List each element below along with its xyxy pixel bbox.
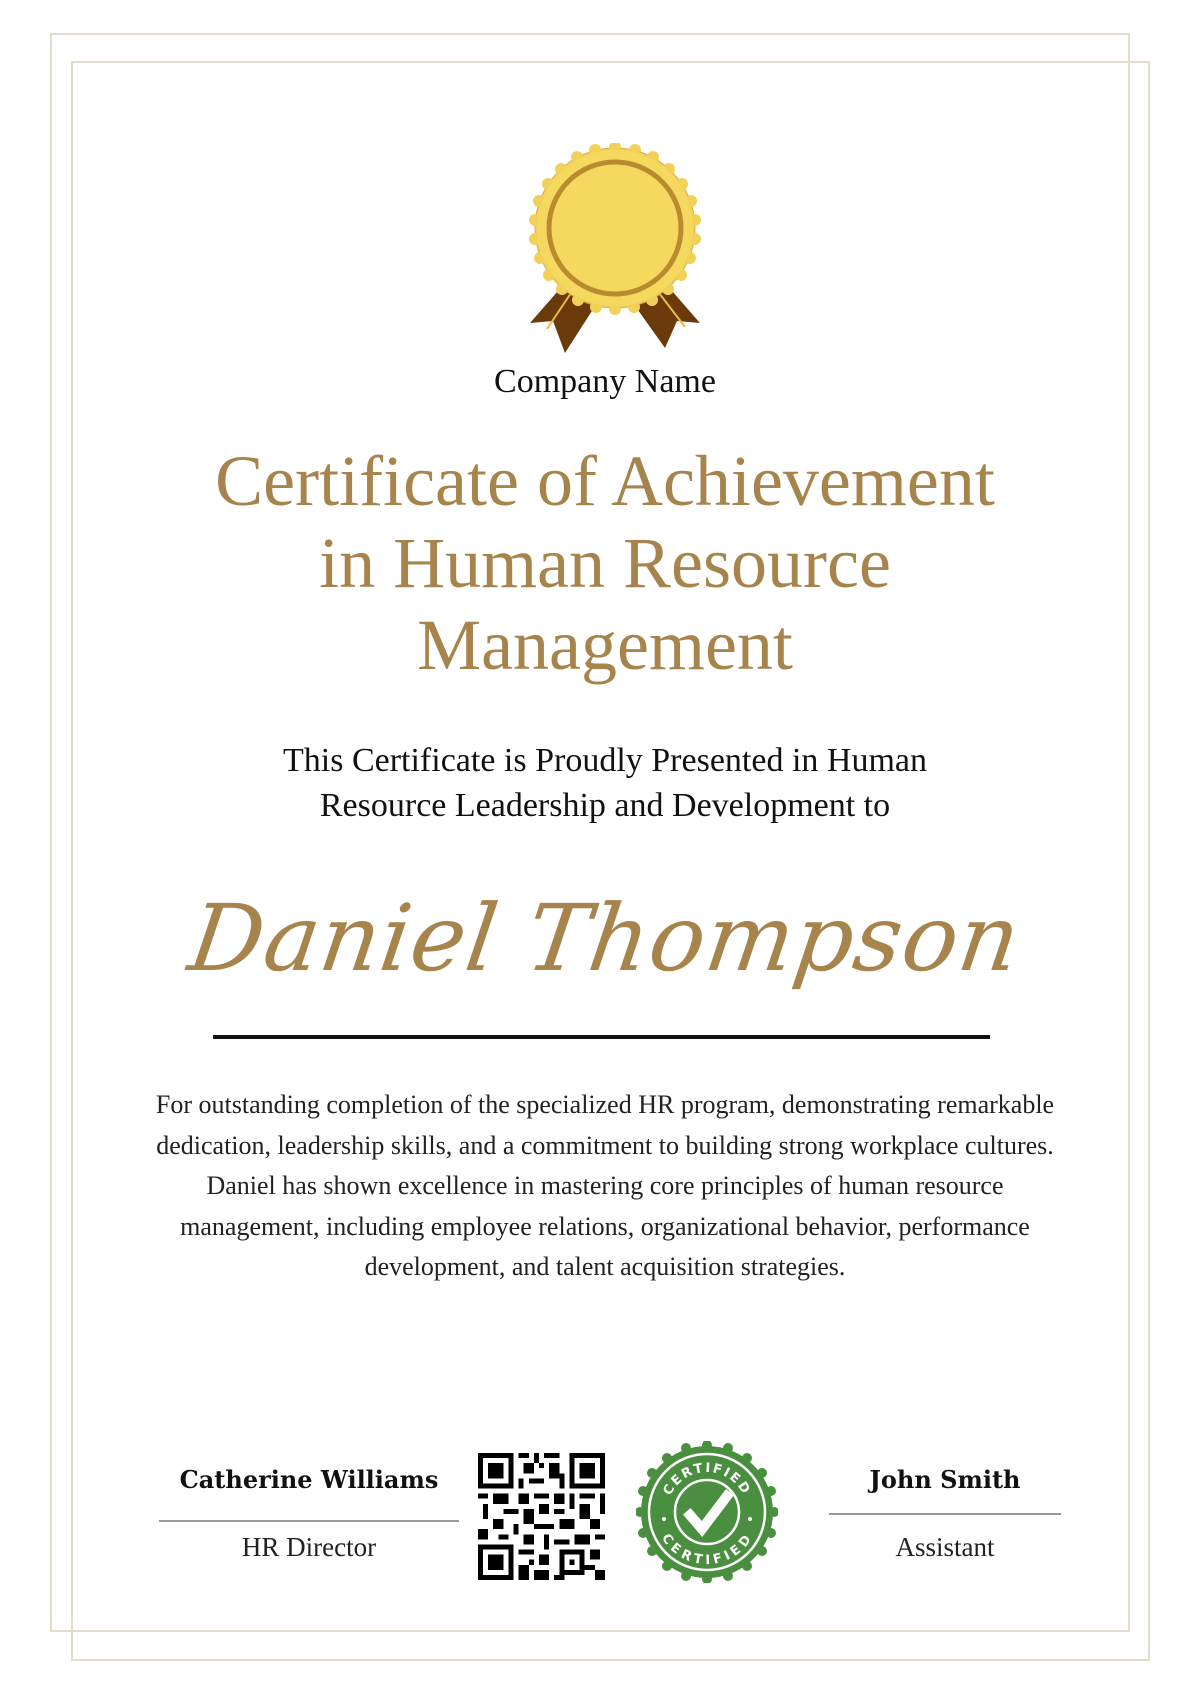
title-line-2: in Human Resource bbox=[319, 523, 891, 603]
signatory-role-right: Assistant bbox=[895, 1532, 995, 1562]
subtitle-line-1: This Certificate is Proudly Presented in Human bbox=[283, 742, 927, 779]
signature-line-right bbox=[829, 1513, 1061, 1515]
company-name: Company Name bbox=[494, 363, 716, 400]
recipient-name: Daniel Thompson bbox=[182, 885, 1028, 992]
subtitle-line-2: Resource Leadership and Development to bbox=[319, 787, 891, 824]
gold-medal-icon bbox=[525, 143, 705, 363]
title-line-1: Certificate of Achievement bbox=[215, 441, 995, 521]
achievement-description: For outstanding completion of the specialized HR program, demonstrating remarkable dedication, leadership skills, and a commitment to building strong workplace cultures. Daniel has shown excellence in mastering core principles of human resource management, including employee relations, organizational behavior, performance development, and talent acquisition strategies. bbox=[155, 1090, 1055, 1281]
signature-line-left bbox=[159, 1520, 459, 1522]
signatory-role-left: HR Director bbox=[241, 1532, 377, 1562]
signatory-name-right: John Smith bbox=[869, 1465, 1021, 1494]
qr-code-icon bbox=[478, 1453, 605, 1580]
svg-text:CERTIFIED: CERTIFIED bbox=[660, 1460, 754, 1499]
title-line-3: Management bbox=[417, 605, 793, 685]
certified-seal-icon bbox=[636, 1441, 778, 1583]
recipient-underline bbox=[213, 1035, 990, 1039]
certificate-title bbox=[0, 440, 1200, 686]
presentation-statement bbox=[0, 738, 1200, 828]
signatory-name-left: Catherine Williams bbox=[179, 1465, 439, 1494]
svg-text:CERTIFIED: CERTIFIED bbox=[658, 1531, 756, 1568]
